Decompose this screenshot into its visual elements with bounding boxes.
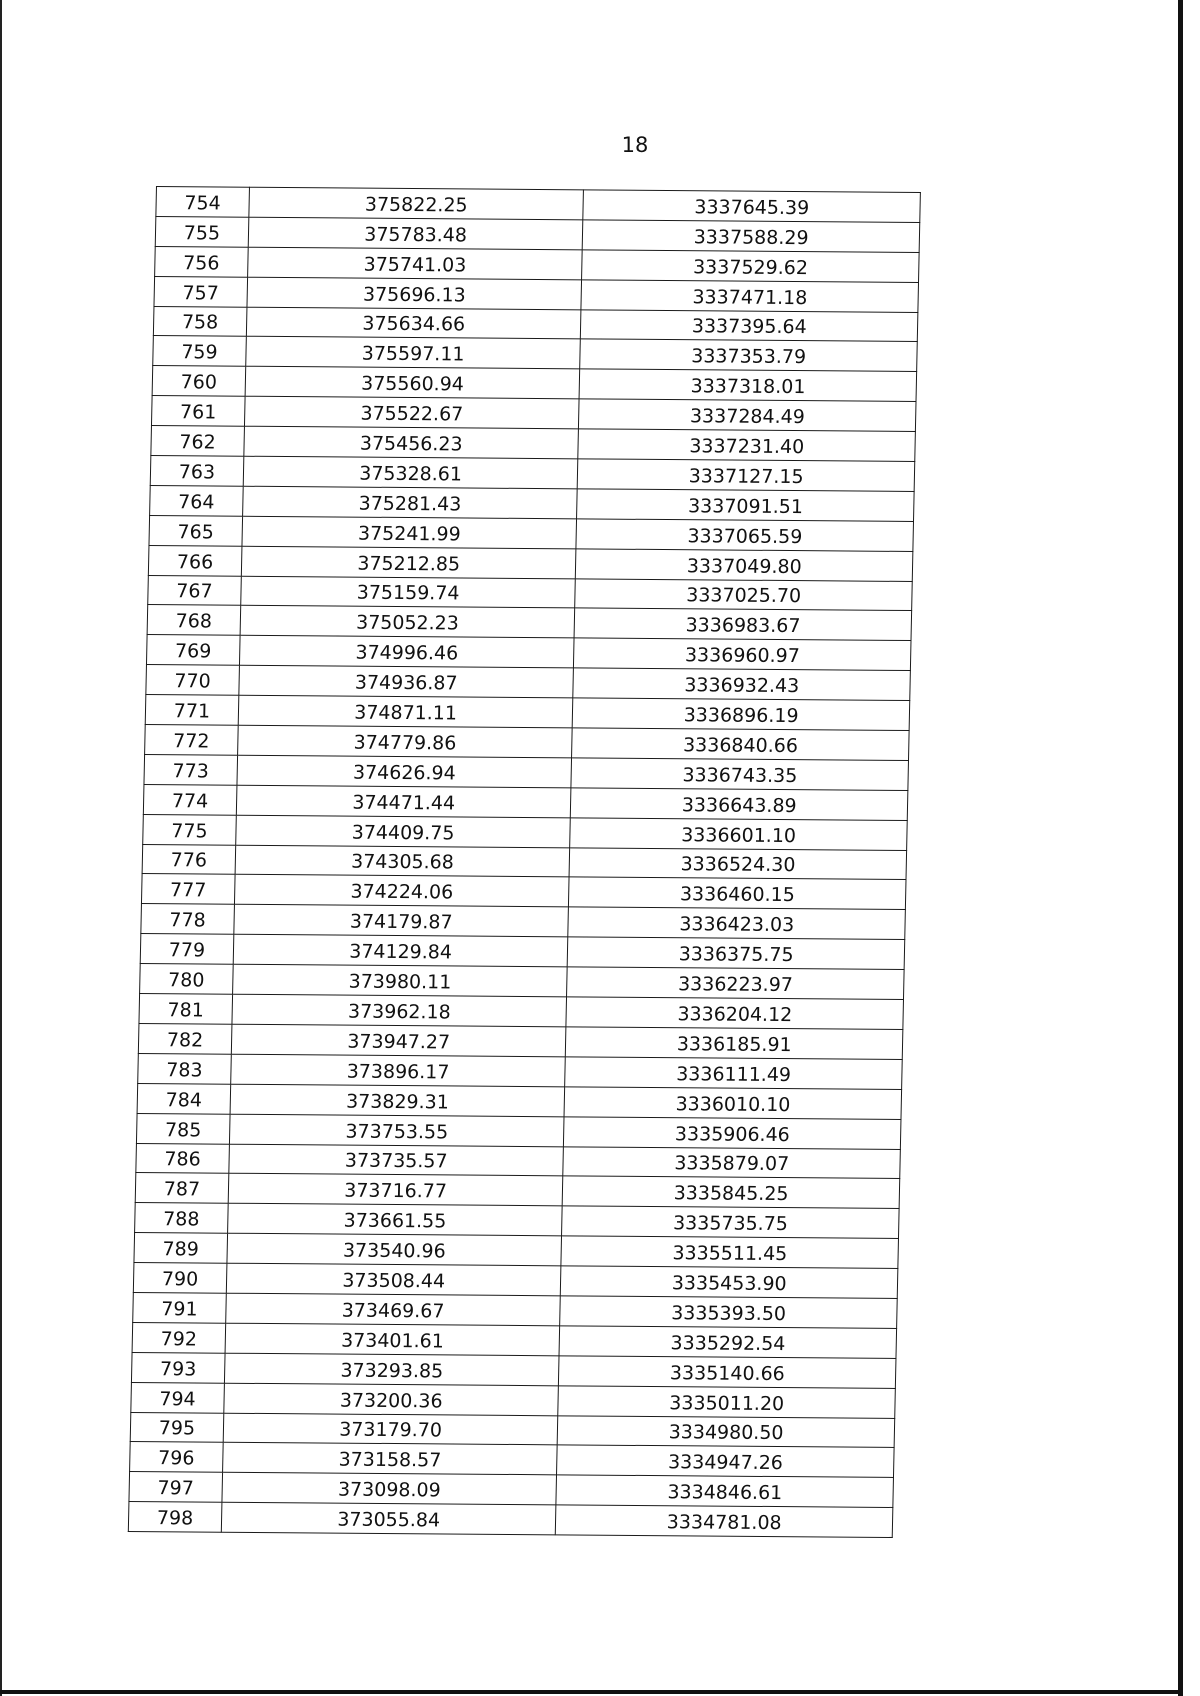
- point-id-cell: 769: [146, 635, 239, 666]
- y-coordinate-cell: 3336185.91: [566, 1027, 903, 1060]
- point-id-cell: 764: [150, 485, 243, 516]
- y-coordinate-cell: 3337284.49: [579, 399, 916, 432]
- x-coordinate-cell: 373508.44: [226, 1263, 561, 1296]
- point-id-cell: 759: [153, 336, 246, 367]
- y-coordinate-cell: 3337127.15: [578, 459, 915, 492]
- y-coordinate-cell: 3336983.67: [574, 608, 911, 641]
- x-coordinate-cell: 373896.17: [231, 1054, 566, 1087]
- point-id-cell: 778: [141, 904, 234, 935]
- y-coordinate-cell: 3335453.90: [561, 1266, 898, 1299]
- y-coordinate-cell: 3337091.51: [577, 489, 914, 522]
- x-coordinate-cell: 374871.11: [238, 695, 573, 728]
- y-coordinate-cell: 3337065.59: [576, 519, 913, 552]
- point-id-cell: 774: [143, 784, 236, 815]
- point-id-cell: 776: [142, 844, 235, 875]
- y-coordinate-cell: 3334980.50: [558, 1415, 895, 1448]
- y-coordinate-cell: 3337231.40: [578, 429, 915, 462]
- y-coordinate-cell: 3336010.10: [564, 1087, 901, 1120]
- point-id-cell: 755: [155, 216, 248, 247]
- coordinates-table: [128, 186, 921, 1538]
- point-id-cell: 797: [129, 1472, 222, 1503]
- point-id-cell: 762: [151, 426, 244, 457]
- y-coordinate-cell: 3337049.80: [576, 549, 913, 582]
- y-coordinate-cell: 3335879.07: [563, 1146, 900, 1179]
- point-id-cell: 781: [139, 994, 232, 1025]
- y-coordinate-cell: 3337353.79: [580, 339, 917, 372]
- x-coordinate-cell: 375052.23: [240, 606, 575, 639]
- y-coordinate-cell: 3335845.25: [563, 1176, 900, 1209]
- x-coordinate-cell: 373200.36: [224, 1383, 559, 1416]
- x-coordinate-cell: 375456.23: [244, 426, 579, 459]
- y-coordinate-cell: 3334947.26: [557, 1445, 894, 1478]
- y-coordinate-cell: 3336375.75: [568, 937, 905, 970]
- x-coordinate-cell: 375696.13: [247, 277, 582, 310]
- point-id-cell: 784: [137, 1083, 230, 1114]
- y-coordinate-cell: 3336223.97: [567, 967, 904, 1000]
- point-id-cell: 768: [147, 605, 240, 636]
- y-coordinate-cell: 3334781.08: [556, 1505, 893, 1538]
- x-coordinate-cell: 373179.70: [223, 1413, 558, 1446]
- y-coordinate-cell: 3335292.54: [559, 1326, 896, 1359]
- point-id-cell: 785: [136, 1113, 229, 1144]
- point-id-cell: 772: [145, 725, 238, 756]
- page-edge-right: [1178, 0, 1183, 1696]
- y-coordinate-cell: 3335393.50: [560, 1296, 897, 1329]
- point-id-cell: 795: [130, 1412, 223, 1443]
- coordinates-table-body: [128, 187, 920, 1538]
- y-coordinate-cell: 3337395.64: [581, 309, 918, 342]
- x-coordinate-cell: 374471.44: [236, 785, 571, 818]
- y-coordinate-cell: 3336524.30: [569, 847, 906, 880]
- y-coordinate-cell: 3336960.97: [574, 638, 911, 671]
- x-coordinate-cell: 373947.27: [231, 1024, 566, 1057]
- x-coordinate-cell: 375522.67: [244, 396, 579, 429]
- point-id-cell: 775: [143, 814, 236, 845]
- y-coordinate-cell: 3336932.43: [573, 668, 910, 701]
- x-coordinate-cell: 373962.18: [232, 994, 567, 1027]
- y-coordinate-cell: 3337645.39: [583, 190, 920, 223]
- x-coordinate-cell: 373098.09: [222, 1472, 557, 1505]
- x-coordinate-cell: 375281.43: [242, 486, 577, 519]
- y-coordinate-cell: 3335140.66: [559, 1356, 896, 1389]
- y-coordinate-cell: 3336743.35: [571, 758, 908, 791]
- x-coordinate-cell: 375328.61: [243, 456, 578, 489]
- x-coordinate-cell: 375783.48: [248, 217, 583, 250]
- x-coordinate-cell: 373735.57: [229, 1144, 564, 1177]
- y-coordinate-cell: 3336111.49: [565, 1057, 902, 1090]
- x-coordinate-cell: 375560.94: [245, 367, 580, 400]
- y-coordinate-cell: 3337588.29: [583, 220, 920, 253]
- point-id-cell: 765: [149, 515, 242, 546]
- point-id-cell: 789: [134, 1233, 227, 1264]
- page-edge-bottom: [0, 1690, 1183, 1694]
- x-coordinate-cell: 375241.99: [242, 516, 577, 549]
- x-coordinate-cell: 375212.85: [241, 546, 576, 579]
- y-coordinate-cell: 3335735.75: [562, 1206, 899, 1239]
- y-coordinate-cell: 3335906.46: [564, 1116, 901, 1149]
- x-coordinate-cell: 373540.96: [227, 1233, 562, 1266]
- page-edge-left: [0, 0, 2, 1696]
- x-coordinate-cell: 373469.67: [226, 1293, 561, 1326]
- x-coordinate-cell: 375741.03: [247, 247, 582, 280]
- point-id-cell: 757: [154, 276, 247, 307]
- point-id-cell: 756: [155, 246, 248, 277]
- x-coordinate-cell: 373055.84: [221, 1502, 556, 1535]
- x-coordinate-cell: 375822.25: [249, 187, 584, 220]
- point-id-cell: 796: [130, 1442, 223, 1473]
- point-id-cell: 782: [138, 1023, 231, 1054]
- point-id-cell: 787: [135, 1173, 228, 1204]
- point-id-cell: 754: [156, 187, 249, 218]
- point-id-cell: 793: [131, 1352, 224, 1383]
- point-id-cell: 761: [151, 396, 244, 427]
- x-coordinate-cell: 373158.57: [222, 1443, 557, 1476]
- point-id-cell: 780: [140, 964, 233, 995]
- x-coordinate-cell: 374779.86: [237, 725, 572, 758]
- y-coordinate-cell: 3336643.89: [571, 788, 908, 821]
- y-coordinate-cell: 3336601.10: [570, 818, 907, 851]
- x-coordinate-cell: 374224.06: [234, 875, 569, 908]
- y-coordinate-cell: 3337471.18: [581, 280, 918, 313]
- page-number: 18: [621, 133, 649, 157]
- y-coordinate-cell: 3336896.19: [573, 698, 910, 731]
- x-coordinate-cell: 374305.68: [235, 845, 570, 878]
- x-coordinate-cell: 375159.74: [241, 576, 576, 609]
- y-coordinate-cell: 3336204.12: [566, 997, 903, 1030]
- x-coordinate-cell: 374179.87: [234, 905, 569, 938]
- x-coordinate-cell: 373293.85: [224, 1353, 559, 1386]
- x-coordinate-cell: 375597.11: [246, 337, 581, 370]
- x-coordinate-cell: 374996.46: [239, 636, 574, 669]
- point-id-cell: 790: [133, 1263, 226, 1294]
- y-coordinate-cell: 3336460.15: [569, 877, 906, 910]
- table-row: [128, 1502, 893, 1538]
- x-coordinate-cell: 373661.55: [227, 1203, 562, 1236]
- point-id-cell: 771: [145, 695, 238, 726]
- x-coordinate-cell: 374129.84: [233, 934, 568, 967]
- y-coordinate-cell: 3337529.62: [582, 250, 919, 283]
- point-id-cell: 779: [140, 934, 233, 965]
- y-coordinate-cell: 3336840.66: [572, 728, 909, 761]
- x-coordinate-cell: 375634.66: [246, 307, 581, 340]
- point-id-cell: 794: [131, 1382, 224, 1413]
- point-id-cell: 773: [144, 754, 237, 785]
- x-coordinate-cell: 373716.77: [228, 1174, 563, 1207]
- point-id-cell: 760: [152, 366, 245, 397]
- point-id-cell: 786: [136, 1143, 229, 1174]
- point-id-cell: 788: [135, 1203, 228, 1234]
- x-coordinate-cell: 373980.11: [232, 964, 567, 997]
- point-id-cell: 798: [128, 1502, 221, 1533]
- y-coordinate-cell: 3337318.01: [579, 369, 916, 402]
- y-coordinate-cell: 3335511.45: [561, 1236, 898, 1269]
- y-coordinate-cell: 3334846.61: [556, 1475, 893, 1508]
- x-coordinate-cell: 374626.94: [237, 755, 572, 788]
- point-id-cell: 783: [138, 1053, 231, 1084]
- point-id-cell: 767: [148, 575, 241, 606]
- point-id-cell: 766: [148, 545, 241, 576]
- x-coordinate-cell: 374409.75: [236, 815, 571, 848]
- point-id-cell: 791: [133, 1292, 226, 1323]
- point-id-cell: 770: [146, 665, 239, 696]
- x-coordinate-cell: 373401.61: [225, 1323, 560, 1356]
- point-id-cell: 792: [132, 1322, 225, 1353]
- y-coordinate-cell: 3337025.70: [575, 578, 912, 611]
- x-coordinate-cell: 373753.55: [229, 1114, 564, 1147]
- point-id-cell: 763: [150, 456, 243, 487]
- x-coordinate-cell: 373829.31: [230, 1084, 565, 1117]
- y-coordinate-cell: 3335011.20: [558, 1385, 895, 1418]
- point-id-cell: 777: [141, 874, 234, 905]
- point-id-cell: 758: [153, 306, 246, 337]
- x-coordinate-cell: 374936.87: [239, 665, 574, 698]
- y-coordinate-cell: 3336423.03: [568, 907, 905, 940]
